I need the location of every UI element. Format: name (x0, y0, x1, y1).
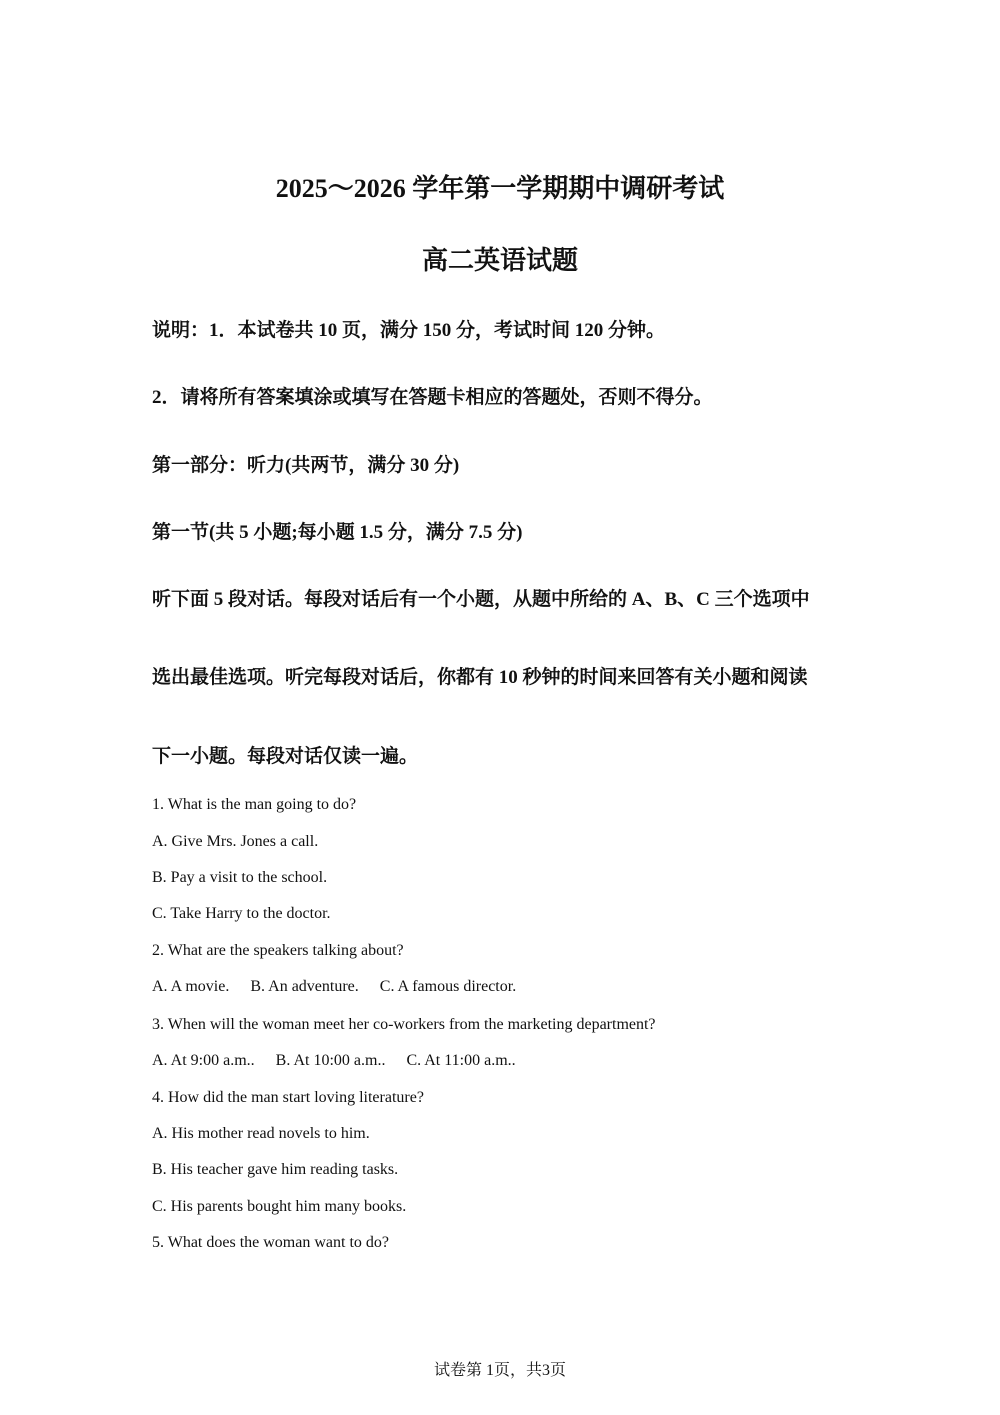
directions-line-1: 听下面 5 段对话。每段对话后有一个小题，从题中所给的 A、B、C 三个选项中 (152, 589, 810, 610)
question-2-option-b: B. An adventure. (250, 978, 359, 995)
question-4-stem: 4. How did the man start loving literature? (152, 1089, 424, 1106)
page-footer: 试卷第 1页，共3页 (433, 1362, 566, 1379)
part-heading: 第一部分：听力(共两节，满分 30 分) (152, 455, 460, 476)
directions-line-3: 下一小题。每段对话仅读一遍。 (152, 746, 419, 767)
question-2-stem: 2. What are the speakers talking about? (152, 942, 404, 959)
instructions-line-1: 说明：1．本试卷共 10 页，满分 150 分，考试时间 120 分钟。 (152, 320, 666, 341)
section-heading: 第一节(共 5 小题;每小题 1.5 分，满分 7.5 分) (152, 522, 523, 543)
question-1-option-b: B. Pay a visit to the school. (152, 869, 328, 886)
question-3-stem: 3. When will the woman meet her co-workers from the marketing department? (152, 1016, 656, 1033)
question-4-option-b: B. His teacher gave him reading tasks. (152, 1161, 399, 1178)
question-3-option-c: C. At 11:00 a.m.. (406, 1052, 516, 1069)
question-4-option-c: C. His parents bought him many books. (152, 1198, 407, 1215)
question-4-option-a: A. His mother read novels to him. (152, 1125, 370, 1142)
question-1-option-a: A. Give Mrs. Jones a call. (152, 833, 319, 850)
question-3-option-a: A. At 9:00 a.m.. (152, 1052, 255, 1069)
question-2-option-c: C. A famous director. (379, 978, 517, 995)
question-3-options (152, 1052, 516, 1070)
question-1-option-c: C. Take Harry to the doctor. (152, 905, 331, 922)
directions-line-2: 选出最佳选项。听完每段对话后，你都有 10 秒钟的时间来回答有关小题和阅读 (152, 667, 808, 688)
question-2-option-a: A. A movie. (152, 978, 230, 995)
question-3-option-b: B. At 10:00 a.m.. (275, 1052, 386, 1069)
question-5-stem: 5. What does the woman want to do? (152, 1234, 389, 1251)
instructions-line-2: 2．请将所有答案填涂或填写在答题卡相应的答题处，否则不得分。 (152, 387, 713, 408)
question-2-options (152, 978, 516, 996)
exam-subtitle: 高二英语试题 (421, 246, 578, 275)
exam-title: 2025～2026 学年第一学期期中调研考试 (275, 174, 725, 203)
question-1-stem: 1. What is the man going to do? (152, 796, 357, 813)
